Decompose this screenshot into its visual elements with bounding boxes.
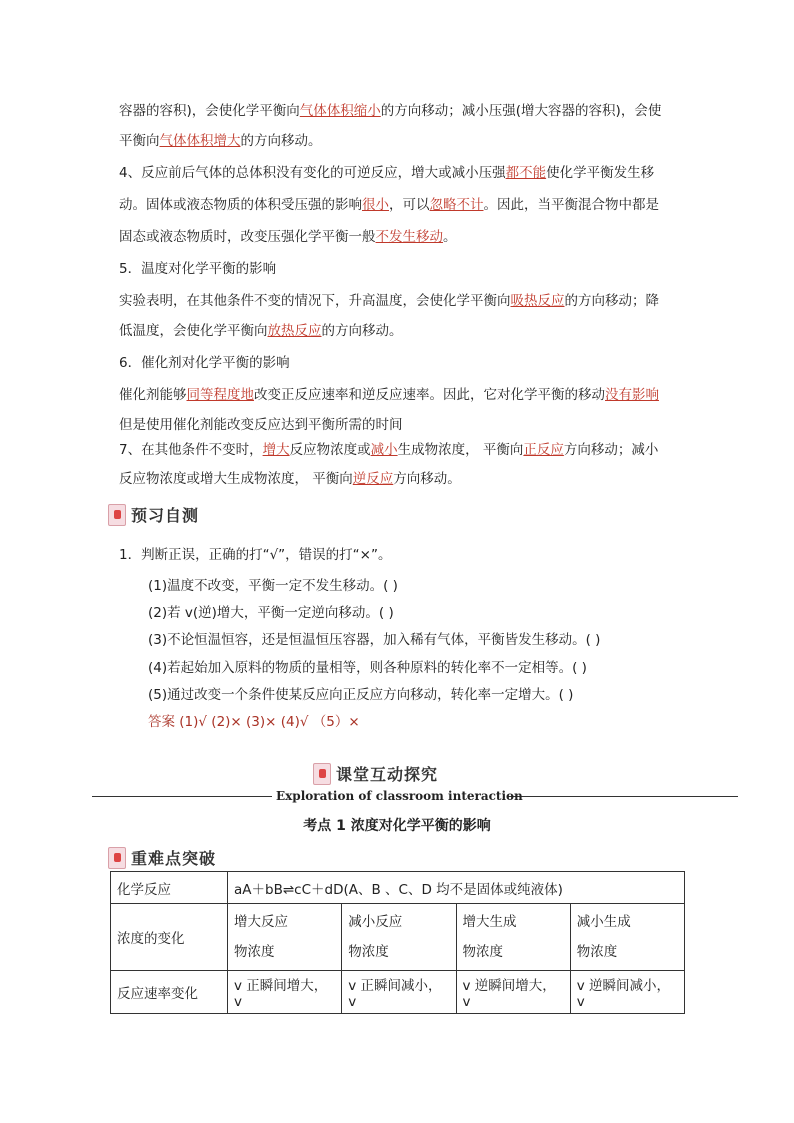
key-term: 同等程度地 [186, 387, 254, 403]
key-term: 气体体积增大 [159, 133, 241, 149]
cell-change-4: 减小生成 物浓度 [570, 904, 684, 971]
row-label-rate: 反应速率变化 [111, 971, 228, 1014]
text-line: 6．催化剂对化学平衡的影响 [119, 355, 290, 371]
cell-rate-4: v 逆瞬间减小，v [570, 971, 684, 1014]
key-term: 很小 [362, 197, 389, 213]
rule-left [92, 796, 272, 797]
classroom-icon [313, 763, 331, 785]
text-line: 催化剂能够同等程度地改变正反应速率和逆反应速率。因此，它对化学平衡的移动没有影响 [119, 387, 659, 403]
question-1: 1．判断正误，正确的打“√”，错误的打“×”。 [119, 547, 392, 563]
row-label-change: 浓度的变化 [111, 904, 228, 971]
cell-rate-3: v 逆瞬间增大，v [456, 971, 570, 1014]
notebook-icon [108, 504, 126, 526]
key-term: 正反应 [523, 442, 564, 458]
key-term: 没有影响 [605, 387, 659, 403]
question-item: (5)通过改变一个条件使某反应向正反应方向移动，转化率一定增大。( ) [148, 687, 574, 703]
key-term: 逆反应 [352, 471, 394, 487]
key-term: 不发生移动 [375, 229, 443, 245]
question-item: (2)若 v(逆)增大，平衡一定逆向移动。( ) [148, 605, 394, 621]
preview-header [108, 503, 199, 526]
section-subtitle: Exploration of classroom interaction [276, 789, 523, 803]
key-term: 吸热反应 [510, 293, 565, 309]
cell-change-2: 减小反应 物浓度 [342, 904, 456, 971]
text-line: 平衡向气体体积增大的方向移动。 [119, 133, 322, 149]
section-title: 课堂互动探究 [336, 765, 439, 784]
key-term: 增大 [262, 442, 290, 458]
text-line: 7、在其他条件不变时，增大反应物浓度或减小生成物浓度， 平衡向正反应方向移动；减小 [119, 442, 659, 458]
cell-change-1: 增大反应 物浓度 [228, 904, 342, 971]
rule-right [508, 796, 738, 797]
text-line: 容器的容积)，会使化学平衡向气体体积缩小的方向移动；减小压强(增大容器的容积)，会使 [119, 103, 662, 119]
cell-rate-1: v 正瞬间增大，v [228, 971, 342, 1014]
target-icon [108, 847, 126, 869]
question-item: (3)不论恒温恒容，还是恒温恒压容器，加入稀有气体，平衡皆发生移动。( ) [148, 632, 601, 648]
key-term: 减小 [370, 442, 398, 458]
question-item: (1)温度不改变，平衡一定不发生移动。( ) [148, 578, 398, 594]
key-term: 气体体积缩小 [299, 103, 381, 119]
row-label-reaction: 化学反应 [111, 872, 228, 904]
text-line: 低温度，会使化学平衡向放热反应的方向移动。 [119, 323, 403, 339]
text-line: 动。固体或液态物质的体积受压强的影响很小，可以忽略不计。因此，当平衡混合物中都是 [119, 197, 659, 213]
topic-title: 考点 1 浓度对化学平衡的影响 [303, 818, 491, 834]
text-line: 4、反应前后气体的总体积没有变化的可逆反应，增大或减小压强都不能使化学平衡发生移 [119, 165, 655, 181]
text-line: 但是使用催化剂能改变反应达到平衡所需的时间 [119, 417, 403, 433]
preview-title: 预习自测 [131, 506, 200, 525]
key-term: 忽略不计 [429, 197, 484, 213]
key-term: 放热反应 [267, 323, 322, 339]
concentration-table [110, 871, 685, 1014]
cell-change-3: 增大生成 物浓度 [456, 904, 570, 971]
question-item: (4)若起始加入原料的物质的量相等，则各种原料的转化率不一定相等。( ) [148, 660, 587, 676]
breakthrough-title: 重难点突破 [131, 849, 217, 868]
text-line: 反应物浓度或增大生成物浓度， 平衡向逆反应方向移动。 [119, 471, 461, 487]
answer: 答案 (1)√ (2)× (3)× (4)√ （5）× [148, 714, 360, 730]
text-line: 实验表明，在其他条件不变的情况下，升高温度，会使化学平衡向吸热反应的方向移动；降 [119, 293, 659, 309]
section-header [313, 762, 438, 785]
key-term: 都不能 [505, 165, 547, 181]
breakthrough-header [108, 846, 216, 869]
text-line: 5．温度对化学平衡的影响 [119, 261, 277, 277]
reaction-equation: aA＋bB⇌cC＋dD(A、B 、C、D 均不是固体或纯液体) [228, 872, 685, 904]
text-line: 固态或液态物质时，改变压强化学平衡一般不发生移动。 [119, 229, 457, 245]
cell-rate-2: v 正瞬间减小，v [342, 971, 456, 1014]
